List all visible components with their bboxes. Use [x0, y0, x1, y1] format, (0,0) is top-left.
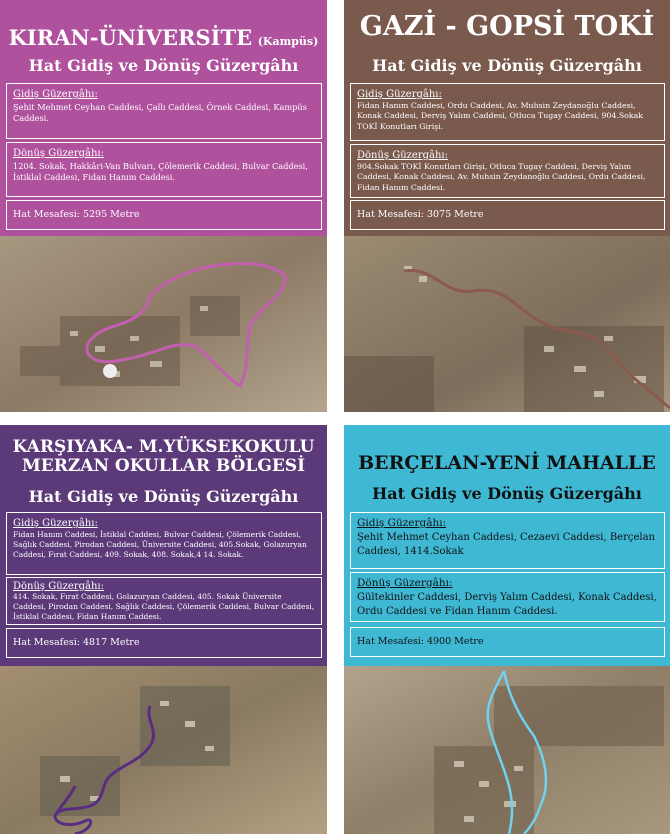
route-card-kiran-universite — [0, 0, 327, 412]
route-card-gazi-gopsi-toki — [344, 0, 670, 412]
distance-box — [6, 628, 322, 658]
return-text: 414. Sokak, Fırat Caddesi, Golazuryan Caddesi, 405. Sokak Üniversite Caddesi, Pirodan Caddesi, Sağlık Caddesi, Çölemerik Caddesi, Bulvar Caddesi, İstiklal Caddesi, Fidan Hanım Caddesi. — [13, 592, 315, 621]
card-title — [0, 26, 327, 49]
return-label: Dönüş Güzergâhı: — [357, 150, 448, 161]
card-subtitle: Hat Gidiş ve Dönüş Güzergâhı — [372, 484, 642, 503]
return-text: Gültekinler Caddesi, Derviş Yalım Caddesi, Konak Caddesi, Ordu Caddesi ve Fidan Hanım Caddesi. — [357, 592, 657, 617]
route-map — [0, 666, 327, 834]
outbound-route-box — [350, 512, 665, 569]
outbound-text: Şehit Mehmet Ceyhan Caddesi, Çallı Caddesi, Örnek Caddesi, Kampüs Caddesi. — [13, 102, 307, 123]
card-subtitle: Hat Gidiş ve Dönüş Güzergâhı — [28, 56, 299, 75]
outbound-label: Gidiş Güzergâhı: — [13, 89, 98, 100]
return-label: Dönüş Güzergâhı: — [357, 577, 453, 589]
distance-text: Hat Mesafesi: 4817 Metre — [13, 637, 140, 648]
route-card-bercelan-yeni-mahalle — [344, 425, 670, 834]
distance-box — [350, 627, 665, 657]
title-note: (Kampüs) — [257, 35, 319, 48]
return-route-box — [350, 572, 665, 622]
outbound-text: Fidan Hanım Caddesi, Ordu Caddesi, Av. Muhsin Zeydanoğlu Caddesi, Konak Caddesi, Derviş Yalım Caddesi, Otluca Tugay Caddesi, 904.Sokak TOKİ Konutları Girişi. — [357, 101, 643, 131]
title-main: KIRAN-ÜNİVERSİTE — [8, 25, 253, 50]
outbound-label: Gidiş Güzergâhı: — [357, 89, 442, 100]
distance-box — [6, 200, 322, 230]
return-label: Dönüş Güzergâhı: — [13, 581, 104, 592]
outbound-text: Şehit Mehmet Ceyhan Caddesi, Cezaevi Caddesi, Berçelan Caddesi, 1414.Sokak — [357, 532, 655, 557]
distance-text: Hat Mesafesi: 3075 Metre — [357, 209, 484, 220]
card-title: BERÇELAN-YENİ MAHALLE — [358, 452, 656, 474]
return-route-box — [6, 577, 322, 625]
card-subtitle: Hat Gidiş ve Dönüş Güzergâhı — [28, 487, 299, 506]
distance-text: Hat Mesafesi: 5295 Metre — [13, 209, 140, 220]
return-route-box — [6, 142, 322, 197]
return-label: Dönüş Güzergâhı: — [13, 148, 104, 159]
outbound-label: Gidiş Güzergâhı: — [13, 518, 98, 529]
outbound-route-box — [350, 83, 665, 141]
route-card-karsiyaka-merzan — [0, 425, 327, 834]
return-route-box — [350, 144, 665, 198]
card-title — [0, 438, 327, 475]
distance-text: Hat Mesafesi: 4900 Metre — [357, 636, 484, 647]
outbound-text: Fidan Hanım Caddesi, İstiklal Caddesi, Bulvar Caddesi, Çölemerik Caddesi, Sağlık Caddesi, Pirodan Caddesi, Üniversite Caddesi, 405.Sokak, Golazuryan Caddesi, Fırat Caddesi, 409. Sokak, 408. Sokak,4 14. Sokak. — [13, 530, 307, 559]
return-text: 1204. Sokak, Hakkâri-Van Bulvarı, Çölemerik Caddesi, Bulvar Caddesi, İstiklal Caddesi, Fidan Hanım Caddesi. — [13, 161, 308, 182]
outbound-route-box — [6, 83, 322, 139]
return-text: 904.Sokak TOKİ Konutları Girişi, Otluca Tugay Caddesi, Derviş Yalım Caddesi, Konak Caddesi, Av. Muhsin Zeydanoğlu Caddesi, Ordu Caddesi, Fidan Hanım Caddesi. — [357, 162, 646, 192]
route-map — [0, 236, 327, 412]
card-title: GAZİ - GOPSİ TOKİ — [359, 11, 655, 42]
outbound-route-box — [6, 512, 322, 575]
outbound-label: Gidiş Güzergâhı: — [357, 517, 447, 529]
distance-box — [350, 200, 665, 230]
card-subtitle: Hat Gidiş ve Dönüş Güzergâhı — [372, 56, 642, 75]
title-line-1: KARŞIYAKA- M.YÜKSEKOKULU — [12, 437, 315, 457]
title-line-2: MERZAN OKULLAR BÖLGESİ — [21, 455, 306, 476]
campus-marker — [103, 364, 117, 378]
route-map — [344, 236, 670, 412]
route-map — [344, 666, 670, 834]
